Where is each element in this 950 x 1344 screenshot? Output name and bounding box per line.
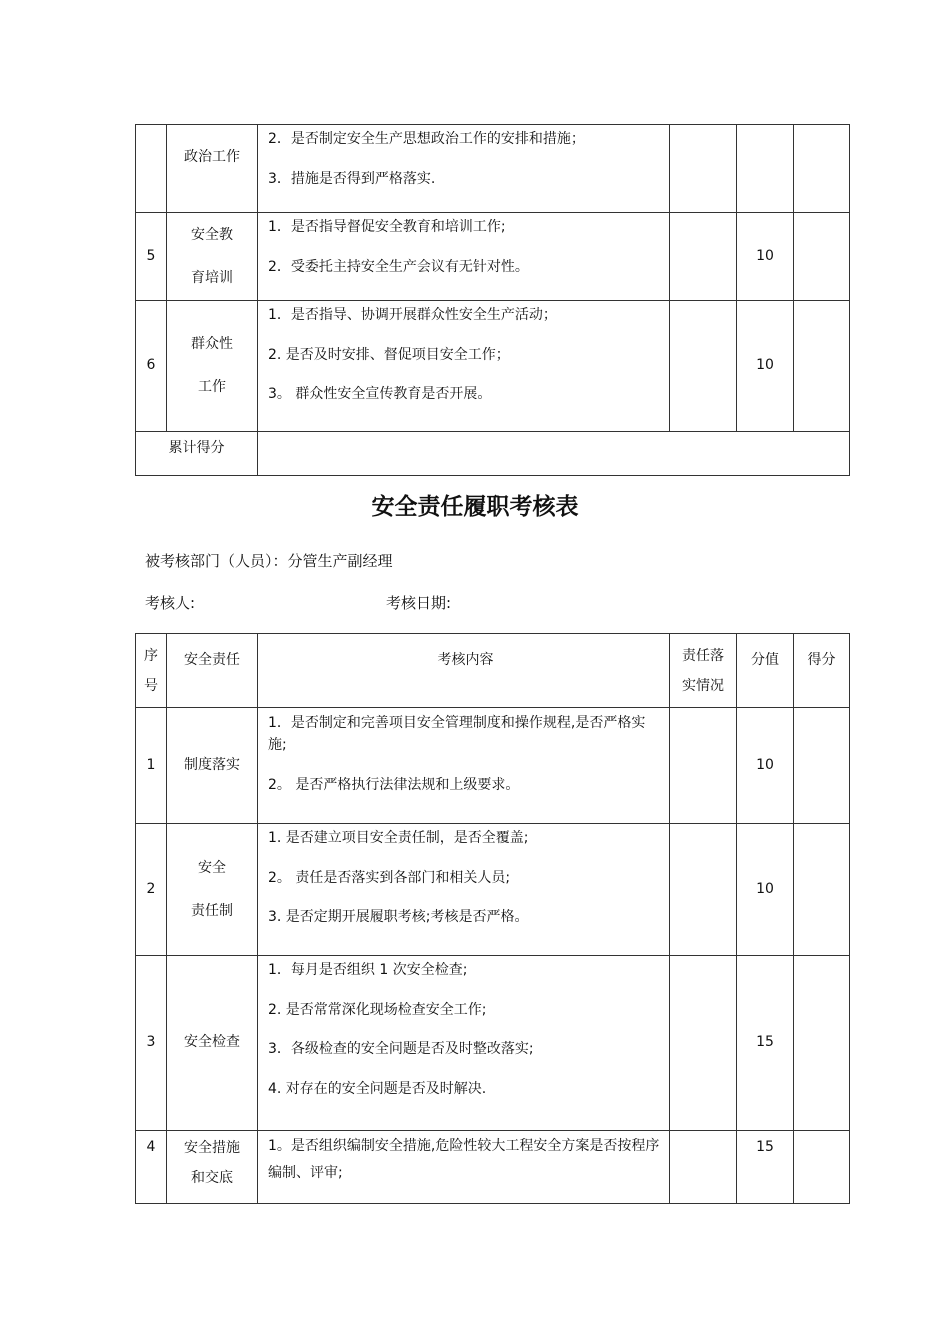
header-responsibility: 安全责任: [167, 634, 258, 708]
responsibility-cell: [167, 213, 258, 301]
implementation-cell: [670, 213, 737, 301]
responsibility-label: 安全: [198, 859, 226, 876]
content-item: 1．是否制定和完善项目安全管理制度和操作规程,是否严格实施;: [268, 715, 646, 754]
table-header-row: [136, 634, 850, 708]
responsibility-label: 安全教: [191, 226, 233, 243]
row-number: 6: [136, 301, 167, 432]
implementation-cell: [670, 708, 737, 824]
content-item: 1．是否指导督促安全教育和培训工作;: [268, 219, 506, 235]
responsibility-cell: [167, 824, 258, 956]
responsibility-cell: [167, 301, 258, 432]
table-row: [136, 956, 850, 1131]
content-cell: [258, 956, 670, 1131]
table-row: [136, 824, 850, 956]
obtained-score-cell: [794, 956, 850, 1131]
content-item: 1．每月是否组织 1 次安全检查;: [268, 962, 468, 978]
implementation-cell: [670, 301, 737, 432]
obtained-score-cell: [794, 824, 850, 956]
table-row: [136, 1131, 850, 1204]
table-row: [136, 213, 850, 301]
row-number: 2: [136, 824, 167, 956]
content-cell: [258, 708, 670, 824]
content-cell: [258, 125, 670, 213]
page-title: 安全责任履职考核表: [371, 493, 579, 520]
content-item: 3。 群众性安全宣传教育是否开展。: [268, 386, 492, 403]
obtained-score-cell: [794, 301, 850, 432]
obtained-score-cell: [794, 1131, 850, 1204]
header-score: 分值: [737, 634, 794, 708]
content-item: 3. 是否定期开展履职考核;考核是否严格。: [268, 909, 529, 926]
row-number: 4: [136, 1131, 167, 1204]
row-number: [136, 125, 167, 213]
header-implementation: [670, 634, 737, 708]
assessor-label: 考核人:: [145, 594, 196, 612]
content-item: 2．是否制定安全生产思想政治工作的安排和措施；: [268, 131, 585, 147]
table-row: [136, 301, 850, 432]
responsibility-cell: 制度落实: [167, 708, 258, 824]
content-item: 2. 是否及时安排、督促项目安全工作；: [268, 346, 510, 363]
score-cell: 10: [737, 824, 794, 956]
assessment-table: [135, 633, 850, 1204]
table-row-total: [136, 432, 850, 476]
content-item: 2。 责任是否落实到各部门和相关人员;: [268, 869, 511, 886]
header-text: 实情况: [682, 677, 724, 694]
header-text: 责任落: [682, 647, 724, 664]
responsibility-label: 和交底: [191, 1170, 233, 1186]
row-number: 1: [136, 708, 167, 824]
responsibility-cell: 安全检查: [167, 956, 258, 1131]
header-content: 考核内容: [258, 634, 670, 708]
implementation-cell: [670, 1131, 737, 1204]
content-item: 2. 是否常常深化现场检查安全工作;: [268, 1001, 487, 1018]
obtained-score-cell: [794, 125, 850, 213]
obtained-score-cell: [794, 708, 850, 824]
responsibility-label: 安全措施: [184, 1140, 240, 1156]
row-number: 3: [136, 956, 167, 1131]
header-number: [136, 634, 167, 708]
content-cell: [258, 301, 670, 432]
header-text: 序: [144, 647, 158, 664]
implementation-cell: [670, 824, 737, 956]
implementation-cell: [670, 125, 737, 213]
score-cell: 10: [737, 708, 794, 824]
responsibility-label: 工作: [198, 379, 226, 395]
content-item: 3．措施是否得到严格落实.: [268, 170, 436, 187]
content-item: 1。是否组织编制安全措施,危险性较大工程安全方案是否按程序编制、评审;: [268, 1138, 660, 1182]
assessment-table-continued: [135, 124, 850, 476]
content-cell: [258, 213, 670, 301]
responsibility-cell: [167, 125, 258, 213]
table-row: [136, 708, 850, 824]
total-score-label: 累计得分: [136, 432, 258, 476]
content-item: 1. 是否建立项目安全责任制，是否全覆盖;: [268, 830, 529, 846]
header-text: 号: [144, 677, 158, 694]
assessed-department: 被考核部门（人员）：分管生产副经理: [145, 552, 393, 570]
table-row: [136, 125, 850, 213]
obtained-score-cell: [794, 213, 850, 301]
score-cell: 15: [737, 1131, 794, 1204]
content-cell: [258, 1131, 670, 1204]
implementation-cell: [670, 956, 737, 1131]
assessment-date-label: 考核日期:: [386, 594, 452, 612]
row-number: 5: [136, 213, 167, 301]
content-item: 2。 是否严格执行法律法规和上级要求。: [268, 776, 520, 793]
responsibility-label: 群众性: [191, 336, 233, 352]
score-cell: 10: [737, 301, 794, 432]
content-item: 4. 对存在的安全问题是否及时解决.: [268, 1081, 487, 1098]
content-item: 1．是否指导、协调开展群众性安全生产活动；: [268, 307, 557, 323]
responsibility-cell: [167, 1131, 258, 1204]
content-item: 3．各级检查的安全问题是否及时整改落实;: [268, 1041, 534, 1058]
total-score-cell: [258, 432, 850, 476]
content-cell: [258, 824, 670, 956]
responsibility-label: 责任制: [191, 902, 233, 919]
responsibility-label: 育培训: [191, 269, 233, 286]
score-cell: 10: [737, 213, 794, 301]
content-item: 2．受委托主持安全生产会议有无针对性。: [268, 258, 529, 275]
score-cell: 15: [737, 956, 794, 1131]
score-cell: [737, 125, 794, 213]
responsibility-label: 政治工作: [184, 149, 240, 165]
header-obtained: 得分: [794, 634, 850, 708]
